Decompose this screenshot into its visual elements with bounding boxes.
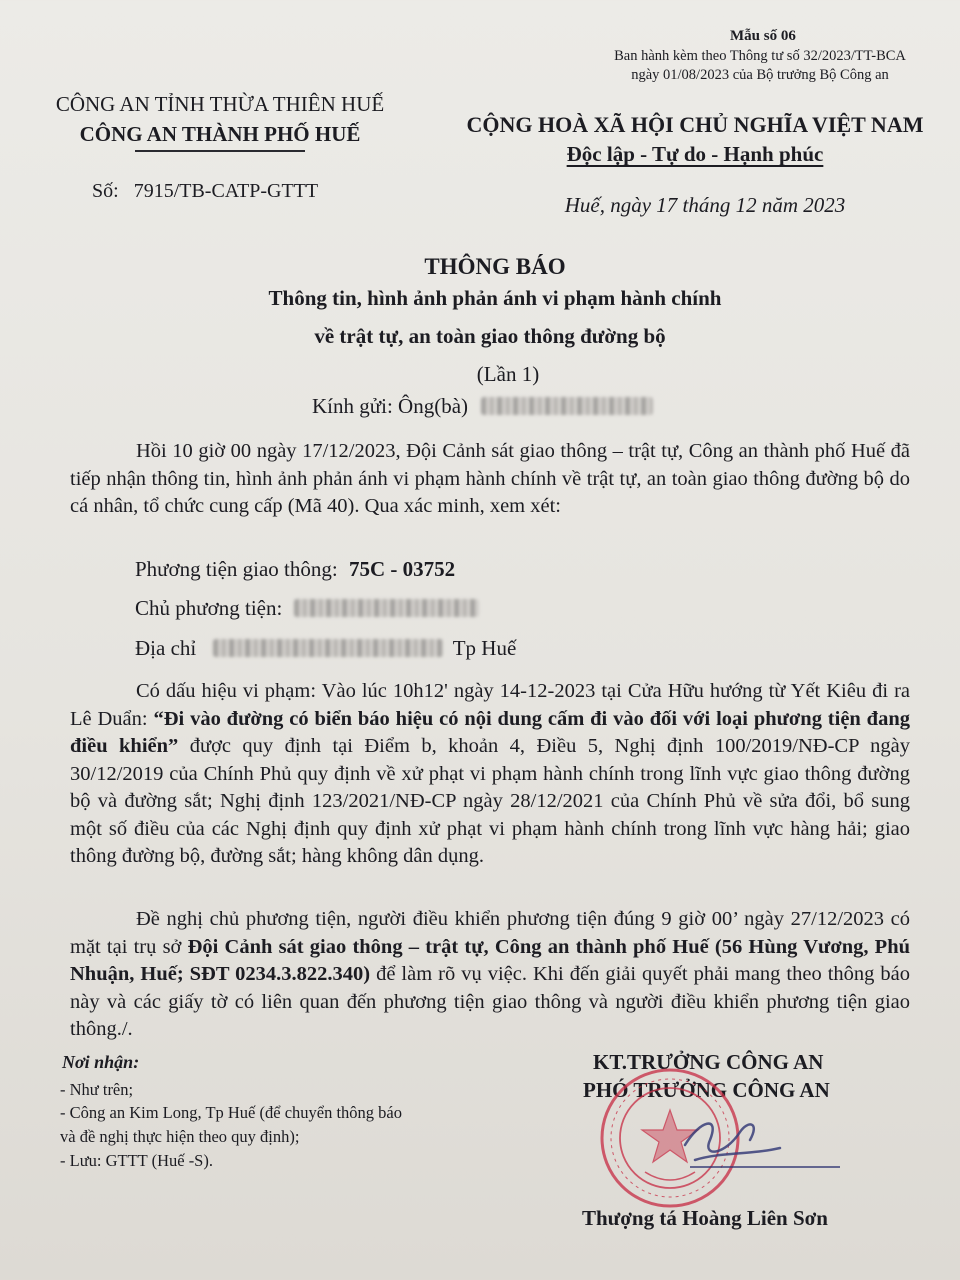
signatory-name: Thượng tá Hoàng Liên Sơn — [582, 1206, 828, 1230]
official-seal-and-signature — [590, 1060, 790, 1210]
form-number: Mẫu số 06 — [730, 28, 796, 44]
violation-paragraph — [70, 678, 910, 871]
redacted-recipient-name — [481, 397, 653, 415]
doc-number-value: 7915/TB-CATP-GTTT — [133, 180, 319, 202]
issuer-underline — [135, 150, 305, 152]
recipient-item: và đề nghị thực hiện theo quy định); — [60, 1127, 300, 1146]
form-issued-line1: Ban hành kèm theo Thông tư số 32/2023/TT-BCA — [614, 48, 906, 64]
recipient-line — [312, 394, 653, 419]
document-subtitle-2: về trật tự, an toàn giao thông đường bộ — [314, 324, 666, 348]
document-subtitle-1: Thông tin, hình ảnh phản ánh vi phạm hành chính — [268, 286, 722, 310]
recipient-item: - Công an Kim Long, Tp Huế (để chuyển thông báo — [60, 1103, 403, 1122]
issuer-line1: CÔNG AN TỈNH THỪA THIÊN HUẾ — [55, 92, 385, 116]
doc-number-label: Số: — [92, 180, 119, 202]
violation-quote: “Đi vào đường có biển báo hiệu có nội dung cấm đi vào đối với loại phương tiện đang điều khiển” — [70, 707, 910, 757]
recipient-label: Kính gửi: Ông(bà) — [312, 394, 469, 418]
vehicle-plate: 75C - 03752 — [348, 557, 456, 581]
handwritten-signature — [685, 1124, 780, 1160]
document-title: THÔNG BÁO — [424, 254, 566, 279]
redacted-address — [213, 639, 443, 657]
request-rest: để làm rõ vụ việc. Khi đến giải quyết phải mang theo thông báo này và các giấy tờ có liên quan đến phương tiện giao thông và người điều khiển phương tiện giao thông./. — [70, 963, 910, 1040]
issuer-line2: CÔNG AN THÀNH PHỐ HUẾ — [79, 122, 361, 146]
intro-paragraph: Hồi 10 giờ 00 ngày 17/12/2023, Đội Cảnh sát giao thông – trật tự, Công an thành phố Huế đã tiếp nhận thông tin, hình ảnh phản ánh vi phạm hành chính về trật tự, an toàn giao thông đường bộ do cá nhân, tổ chức cung cấp (Mã 40). Qua xác minh, xem xét: — [70, 440, 910, 517]
address-line — [135, 636, 516, 661]
official-seal — [602, 1070, 738, 1206]
vehicle-label: Phương tiện giao thông: — [135, 557, 338, 581]
request-lead: Đề nghị chủ phương tiện, người điều khiển phương tiện đúng 9 giờ 00’ ngày 27/12/2023 có mặt tại trụ sở — [70, 908, 910, 958]
recipient-item: - Lưu: GTTT (Huế -S). — [60, 1151, 213, 1170]
nation-motto: Độc lập - Tự do - Hạnh phúc — [566, 142, 824, 166]
owner-line — [135, 596, 479, 621]
address-label: Địa chỉ — [135, 636, 197, 660]
redacted-owner-name — [294, 599, 479, 617]
recipient-item: - Như trên; — [60, 1080, 134, 1099]
signature-title-2: PHÓ TRƯỞNG CÔNG AN — [583, 1078, 830, 1102]
vehicle-line — [135, 557, 455, 582]
violation-lead: Có dấu hiệu vi phạm: Vào lúc 10h12' ngày 14-12-2023 tại Cửa Hữu hướng từ Yết Kiêu đi ra Lê Duẩn: — [70, 680, 910, 730]
doc-number — [92, 180, 318, 203]
violation-legal-basis: được quy định tại Điểm b, khoản 4, Điều 5, Nghị định 100/2019/NĐ-CP ngày 30/12/2019 của Chính Phủ quy định về xử phạt vi phạm hành chính trong lĩnh vực giao thông đường bộ và đường sắt; Nghị định 123/2021/NĐ-CP ngày 28/12/2021 của Chính Phủ về sửa đổi, bổ sung một số điều của các Nghị định quy định xử phạt vi phạm hành chính trong lĩnh vực hàng hải; giao thông đường bộ, đường sắt; hàng không dân dụng. — [70, 735, 910, 867]
request-office: Đội Cảnh sát giao thông – trật tự, Công an thành phố Huế (56 Hùng Vương, Phú Nhuận, Huế; SĐT 0234.3.822.340) — [70, 935, 910, 985]
recipients-label: Nơi nhận: — [62, 1052, 140, 1072]
document-date: Huế, ngày 17 tháng 12 năm 2023 — [564, 193, 846, 217]
address-city: Tp Huế — [452, 636, 517, 660]
request-paragraph — [70, 906, 910, 1044]
form-issued-line2: ngày 01/08/2023 của Bộ trưởng Bộ Công an — [631, 67, 889, 83]
notice-round: (Lần 1) — [476, 362, 540, 386]
nation-line1: CỘNG HOÀ XÃ HỘI CHỦ NGHĨA VIỆT NAM — [466, 112, 924, 137]
signature-title-1: KT.TRƯỞNG CÔNG AN — [593, 1050, 824, 1074]
owner-label: Chủ phương tiện: — [135, 596, 283, 620]
signature-stroke — [690, 1166, 840, 1168]
